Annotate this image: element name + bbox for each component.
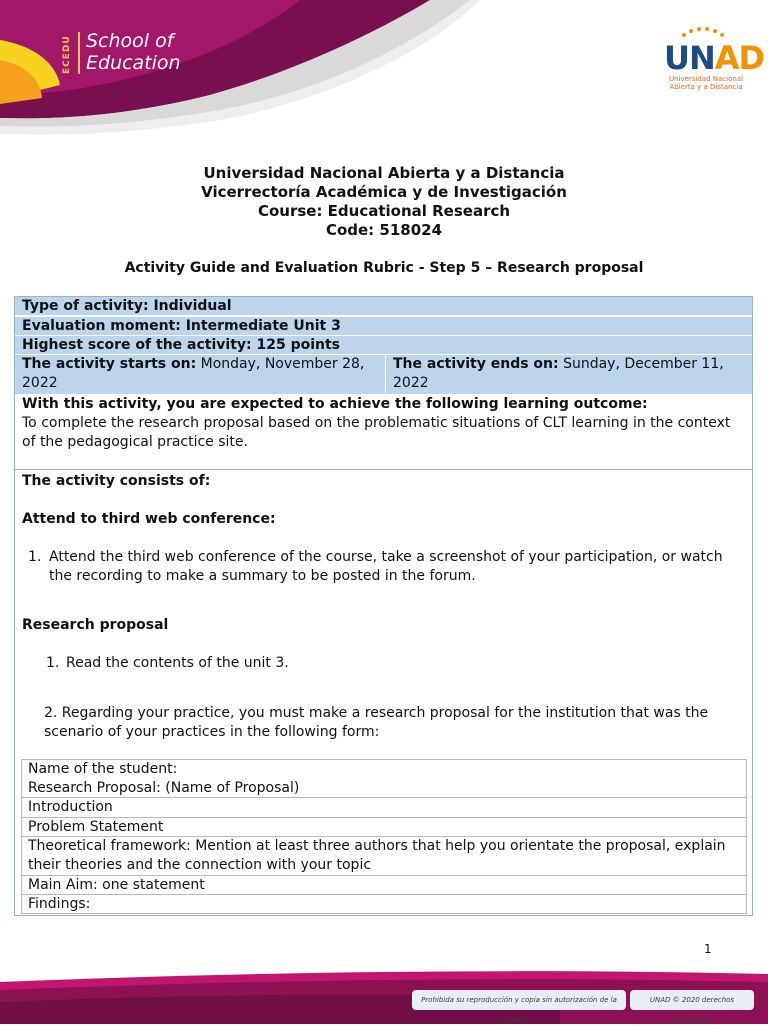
divider <box>15 469 752 470</box>
course-name: Course: Educational Research <box>257 202 511 220</box>
activity-dates <box>15 355 752 394</box>
document-titles <box>0 164 768 240</box>
unad-logo: UNAD Universidad Nacional Abierta y a Distancia <box>664 22 748 91</box>
form-row-introduction: Introduction <box>28 799 113 815</box>
page-number: 1 <box>704 942 712 956</box>
rights-reserved: UNAD © 2020 derechos reservados. <box>630 990 754 1010</box>
copyright-notice: Prohibida su reproducción y copia sin autorización de la UNAD. <box>412 990 626 1010</box>
activity-consists-heading: The activity consists of: <box>22 473 211 489</box>
form-row-student: Name of the student: Research Proposal: (Name of Proposal) <box>28 761 300 796</box>
highest-score: Highest score of the activity: 125 points <box>15 336 752 355</box>
unad-dots-icon <box>676 27 736 37</box>
university-name: Universidad Nacional Abierta y a Distancia <box>203 164 565 182</box>
form-row-framework: Theoretical framework: Mention at least three authors that help you orientate the proposal, explain their theories and the connection with your topic <box>28 838 726 873</box>
form-row-findings: Findings: <box>28 896 91 912</box>
end-date: The activity ends on: Sunday, December 11, 2022 <box>385 355 752 394</box>
research-proposal-heading: Research proposal <box>22 617 169 633</box>
list-item: Attend the third web conference of the course, take a screenshot of your participation, or watch the recording to make a summary to be posted in the forum. <box>49 549 723 584</box>
list-number: 1. <box>28 549 42 565</box>
ecedu-mark: ECEDU <box>62 35 72 74</box>
list-item: Read the contents of the unit 3. <box>66 655 289 671</box>
outcome-heading: With this activity, you are expected to achieve the following learning outcome: <box>22 396 648 412</box>
vicerrectoria: Vicerrectoría Académica y de Investigación <box>201 183 567 201</box>
outcome-text: To complete the research proposal based on the problematic situations of CLT learning in the context of the pedagogical practice site. <box>22 415 731 450</box>
form-row-main-aim: Main Aim: one statement <box>28 877 205 893</box>
learning-outcome <box>22 395 742 452</box>
attend-heading: Attend to third web conference: <box>22 511 276 527</box>
start-date: The activity starts on: Monday, November 28, 2022 <box>22 356 365 391</box>
course-code: Code: 518024 <box>325 221 443 239</box>
form-row-problem: Problem Statement <box>28 819 164 835</box>
list-number: 1. <box>46 655 60 671</box>
school-of-education-logo: School of Education <box>86 30 181 74</box>
guide-title: Activity Guide and Evaluation Rubric - Step 5 – Research proposal <box>124 260 644 276</box>
list-item: 2. Regarding your practice, you must make a research proposal for the institution that was the scenario of your practices in the following form: <box>44 705 709 740</box>
evaluation-moment: Evaluation moment: Intermediate Unit 3 <box>15 317 752 336</box>
activity-type: Type of activity: Individual <box>15 297 752 316</box>
